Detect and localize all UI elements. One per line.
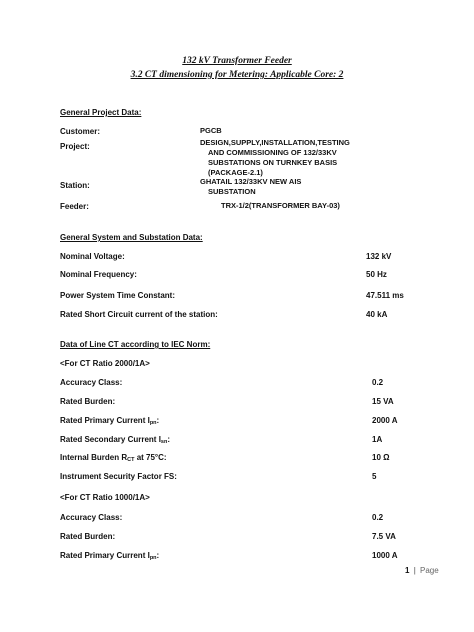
accuracy-class-value: 0.2 [372,513,384,522]
internal-burden-value: 10 Ω [372,453,390,462]
station-label: Station: [60,181,90,190]
nominal-voltage-label: Nominal Voltage: [60,252,125,261]
time-constant-label: Power System Time Constant: [60,291,175,300]
feeder-label: Feeder: [60,202,89,211]
page-footer [405,566,439,575]
project-line: AND COMMISSIONING OF 132/33KV [208,148,337,157]
rated-burden-label: Rated Burden: [60,397,116,406]
time-constant-value: 47.511 ms [366,291,404,300]
nominal-frequency-value: 50 Hz [366,270,387,279]
nominal-voltage-value: 132 kV [366,252,392,261]
rated-secondary-current-value: 1A [372,435,383,444]
ct-ratio-heading-2000: <For CT Ratio 2000/1A> [60,359,150,368]
short-circuit-label: Rated Short Circuit current of the station: [60,310,218,319]
page-number: 1 [405,566,410,575]
customer-label: Customer: [60,127,101,136]
section-heading-line-ct: Data of Line CT according to IEC Norm: [60,340,211,349]
rated-primary-current-label: Rated Primary Current Ipn: [60,416,160,426]
customer-value: PGCB [200,126,222,135]
project-value [200,138,350,178]
accuracy-class-value: 0.2 [372,378,384,387]
rated-primary-current-value: 1000 A [372,551,398,560]
accuracy-class-label: Accuracy Class: [60,378,123,387]
project-label: Project: [60,142,90,151]
rated-secondary-current-label: Rated Secondary Current Isn: [60,435,171,445]
project-line: (PACKAGE-2.1) [208,168,263,177]
security-factor-value: 5 [372,472,377,481]
station-value [200,177,301,197]
rated-primary-current-value: 2000 A [372,416,398,425]
rated-primary-current-label: Rated Primary Current Ipn: [60,551,160,561]
feeder-value: TRX-1/2(TRANSFORMER BAY-03) [221,201,340,210]
rated-burden-value: 15 VA [372,397,394,406]
section-heading-general-system: General System and Substation Data: [60,233,203,242]
ct-ratio-heading-1000: <For CT Ratio 1000/1A> [60,493,150,502]
accuracy-class-label: Accuracy Class: [60,513,123,522]
project-line: DESIGN,SUPPLY,INSTALLATION,TESTING [200,138,350,147]
section-heading-general-project: General Project Data: [60,108,142,117]
rated-burden-label: Rated Burden: [60,532,116,541]
document-title: 132 kV Transformer Feeder [182,56,292,66]
document-subtitle: 3.2 CT dimensioning for Metering: Applicable Core: 2 [130,70,344,80]
short-circuit-value: 40 kA [366,310,388,319]
project-line: SUBSTATIONS ON TURNKEY BASIS [208,158,338,167]
internal-burden-label: Internal Burden RCT at 75°C: [60,453,167,463]
security-factor-label: Instrument Security Factor FS: [60,472,177,481]
footer-separator: | [413,566,416,575]
station-line: GHATAIL 132/33KV NEW AIS [200,177,302,186]
rated-burden-value: 7.5 VA [372,532,396,541]
station-line: SUBSTATION [208,187,256,196]
page-label: Page [420,566,439,575]
nominal-frequency-label: Nominal Frequency: [60,270,137,279]
